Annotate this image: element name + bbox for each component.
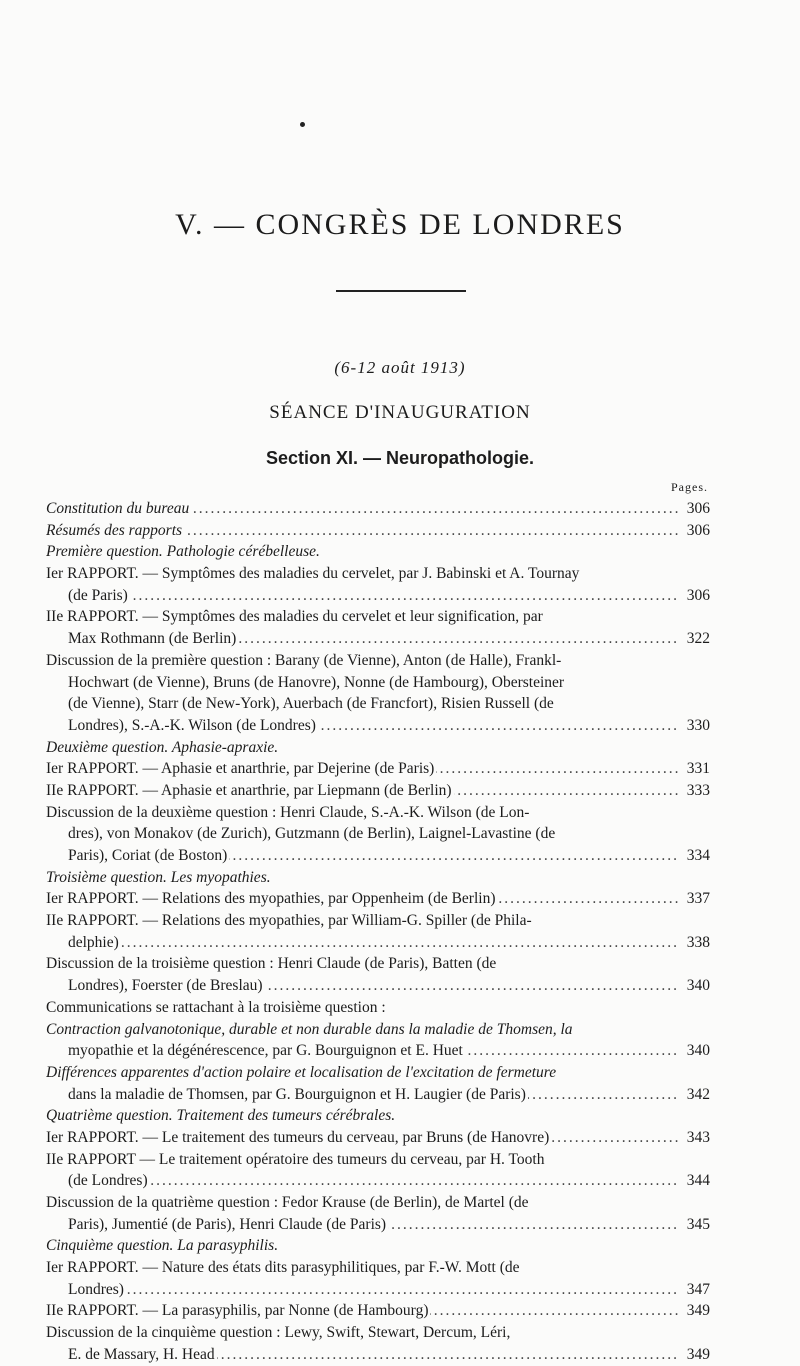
toc-entry-page: 306 [680, 585, 710, 607]
toc-entry-text: Contraction galvanotonique, durable et non durable dans la maladie de Thomsen, la [46, 1020, 573, 1038]
toc-entry-page: 306 [680, 520, 710, 542]
toc-entry [46, 1322, 710, 1344]
toc-entry [46, 953, 710, 975]
toc-entry-text: Max Rothmann (de Berlin) [68, 630, 237, 648]
toc-entry-page: 347 [680, 1279, 710, 1301]
toc-entry-text: Constitution du bureau [46, 500, 190, 517]
toc-entry-text: dans la maladie de Thomsen, par G. Bourguignon et H. Laugier (de Paris) [68, 1085, 526, 1103]
toc-entry-page: 334 [680, 845, 710, 867]
toc-entry-text: IIe RAPPORT. — Symptômes des maladies du cervelet et leur signification, par [46, 608, 543, 626]
toc-entry [46, 975, 710, 997]
toc-entry [46, 1235, 710, 1257]
toc-entry-text: Hochwart (de Vienne), Bruns (de Hanovre), Nonne (de Hambourg), Obersteiner [68, 673, 565, 691]
title-rule [336, 290, 466, 292]
toc-entry-text: Londres) [68, 1280, 124, 1298]
toc-entry [46, 498, 710, 520]
toc-entry-page: 344 [680, 1170, 710, 1192]
toc-entry [46, 693, 710, 715]
toc-entry-text: (de Vienne), Starr (de New-York), Auerbach (de Francfort), Risien Russell (de [68, 695, 554, 713]
toc-entry-text: (de Londres) [68, 1172, 148, 1190]
toc-entry-text: IIe RAPPORT. — Relations des myopathies, par William-G. Spiller (de Phila- [46, 912, 532, 930]
toc-entry-text: Paris), Jumentié (de Paris), Henri Claude (de Paris) [68, 1215, 387, 1233]
toc-entry-page: 338 [680, 932, 710, 954]
toc-entry-page: 322 [680, 628, 710, 650]
toc-entry-text: Londres), S.-A.-K. Wilson (de Londres) [68, 716, 316, 734]
toc-entry [46, 1170, 710, 1192]
toc-entry [46, 867, 710, 889]
toc-entry-text: IIe RAPPORT. — La parasyphilis, par Nonne (de Hambourg) [46, 1302, 429, 1320]
toc-entry-text: Ier RAPPORT. — Symptômes des maladies du cervelet, par J. Babinski et A. Tournay [46, 565, 580, 583]
toc-entry-text: Communications se rattachant à la troisième question : [46, 998, 386, 1016]
toc-entry-page: 340 [680, 1040, 710, 1062]
toc-entry [46, 1214, 710, 1236]
toc-entry [46, 520, 710, 542]
toc-entry-text: Résumés des rapports [46, 521, 183, 539]
toc-entry [46, 1192, 710, 1214]
toc-entry-page: 331 [680, 758, 710, 780]
toc-entry [46, 628, 710, 650]
toc-entry-text: E. de Massary, H. Head [68, 1345, 215, 1363]
toc-entry-text: Ier RAPPORT. — Aphasie et anarthrie, par Dejerine (de Paris) [46, 760, 435, 778]
toc-entry-page: 343 [680, 1127, 710, 1149]
toc-entry [46, 888, 710, 910]
toc-entry-text: Discussion de la quatrième question : Fedor Krause (de Berlin), de Martel (de [46, 1194, 529, 1211]
toc-entry-text: Discussion de la première question : Barany (de Vienne), Anton (de Halle), Frankl- [46, 651, 562, 669]
toc-entry-page: 342 [680, 1084, 710, 1106]
toc-entry-page: 306 [680, 498, 710, 520]
toc-entry-text: Deuxième question. Aphasie-apraxie. [46, 738, 279, 756]
toc-entry-text: IIe RAPPORT — Le traitement opératoire des tumeurs du cerveau, par H. Tooth [46, 1150, 545, 1168]
toc-entry [46, 910, 710, 932]
toc-entry [46, 932, 710, 954]
toc-entry [46, 541, 710, 563]
toc-entry-text: Discussion de la cinquième question : Lewy, Swift, Stewart, Dercum, Léri, [46, 1324, 511, 1342]
chapter-title: V. — CONGRÈS DE LONDRES [175, 208, 625, 241]
table-of-contents [46, 498, 710, 1366]
section-heading: Section XI. — Neuropathologie. [265, 448, 535, 468]
toc-entry-text: Ier RAPPORT. — Le traitement des tumeurs du cerveau, par Bruns (de Hanovre) [46, 1128, 550, 1146]
toc-entry [46, 1062, 710, 1084]
toc-entry [46, 737, 710, 759]
toc-entry-page: 349 [680, 1300, 710, 1322]
toc-entry [46, 1300, 710, 1322]
toc-entry [46, 1127, 710, 1149]
toc-entry-text: myopathie et la dégénérescence, par G. Bourguignon et E. Huet [68, 1042, 463, 1060]
seance-heading: SÉANCE D'INAUGURATION [269, 402, 531, 423]
toc-entry-text: dres), von Monakov (de Zurich), Gutzmann (de Berlin), Laignel-Lavastine (de [68, 825, 556, 843]
toc-entry [46, 845, 710, 867]
toc-entry [46, 758, 710, 780]
toc-entry [46, 1040, 710, 1062]
toc-entry-text: Ier RAPPORT. — Nature des états dits parasyphilitiques, par F.-W. Mott (de [46, 1259, 520, 1277]
toc-entry [46, 606, 710, 628]
toc-entry [46, 1105, 710, 1127]
toc-entry [46, 780, 710, 802]
toc-entry [46, 715, 710, 737]
toc-entry-page: 345 [680, 1214, 710, 1236]
toc-entry-text: Cinquième question. La parasyphilis. [46, 1237, 279, 1255]
toc-entry [46, 802, 710, 824]
toc-entry [46, 1149, 710, 1171]
toc-entry-page: 330 [680, 715, 710, 737]
toc-entry [46, 1344, 710, 1366]
toc-entry-text: Quatrième question. Traitement des tumeurs cérébrales. [46, 1107, 396, 1125]
toc-entry-page: 333 [680, 780, 710, 802]
toc-entry [46, 823, 710, 845]
toc-entry [46, 1257, 710, 1279]
toc-entry-text: Première question. Pathologie cérébelleuse. [46, 543, 320, 561]
toc-entry [46, 997, 710, 1019]
toc-entry-text: Différences apparentes d'action polaire et localisation de l'excitation de fermeture [46, 1063, 557, 1081]
toc-entry-text: Discussion de la troisième question : Henri Claude (de Paris), Batten (de [46, 955, 497, 973]
toc-entry [46, 585, 710, 607]
toc-entry-page: 349 [680, 1344, 710, 1366]
congress-dates: (6-12 août 1913) [334, 358, 466, 377]
toc-entry-text: Londres), Foerster (de Breslau) [68, 977, 263, 995]
toc-entry-text: Discussion de la deuxième question : Henri Claude, S.-A.-K. Wilson (de Lon- [46, 803, 530, 821]
toc-entry-text: Troisième question. Les myopathies. [46, 868, 271, 886]
toc-entry-text: delphie) [68, 933, 119, 951]
toc-entry-text: IIe RAPPORT. — Aphasie et anarthrie, par Liepmann (de Berlin) [46, 781, 452, 799]
toc-entry-page: 340 [680, 975, 710, 997]
pages-column-label: Pages. [671, 480, 708, 494]
stray-dot-mark [300, 122, 305, 127]
toc-entry [46, 672, 710, 694]
toc-entry [46, 1019, 710, 1041]
toc-entry-text: Ier RAPPORT. — Relations des myopathies, par Oppenheim (de Berlin) [46, 890, 496, 908]
toc-entry [46, 650, 710, 672]
toc-entry [46, 1279, 710, 1301]
toc-entry [46, 563, 710, 585]
toc-entry-text: Paris), Coriat (de Boston) [68, 847, 228, 864]
toc-entry [46, 1084, 710, 1106]
toc-entry-text: (de Paris) [68, 586, 128, 604]
toc-entry-page: 337 [680, 888, 710, 910]
